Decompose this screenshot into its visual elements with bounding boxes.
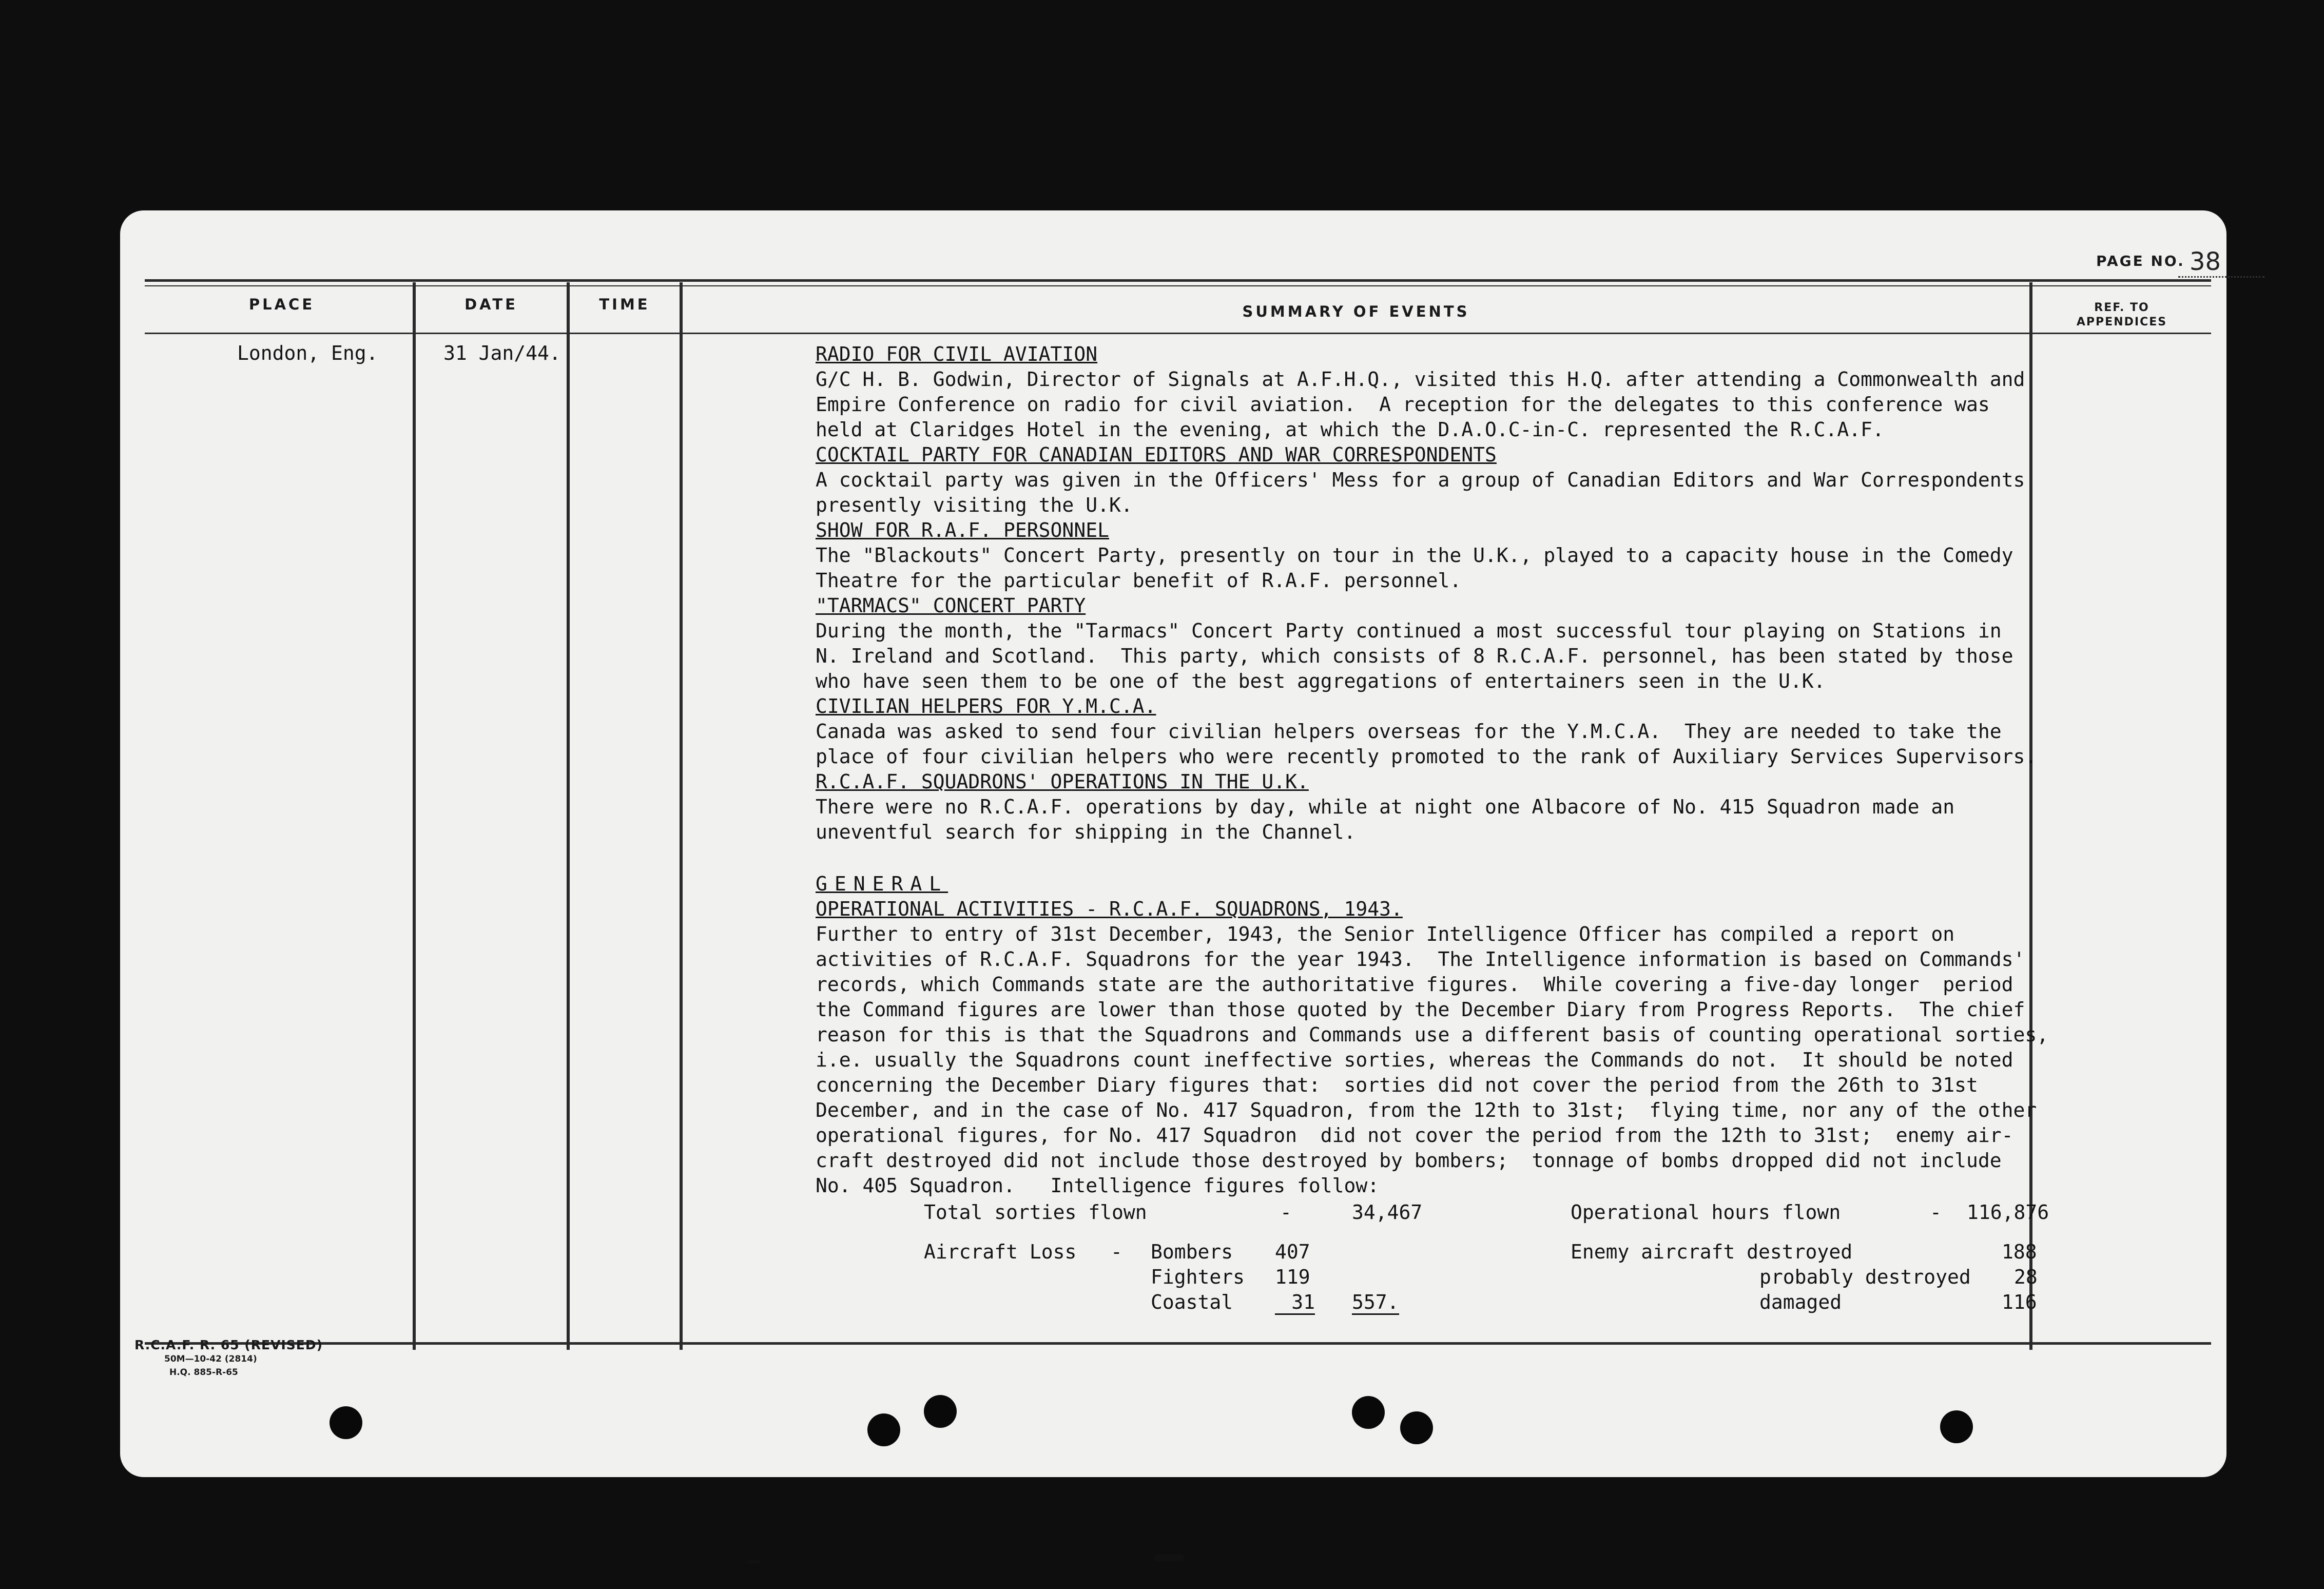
column-rule-ref [2029, 282, 2032, 1350]
summary-line: operational figures, for No. 417 Squadron did not cover the period from the 12th to 31st; enemy air- [816, 1124, 2013, 1147]
summary-line: i.e. usually the Squadrons count ineffective sorties, whereas the Commands do not. It should be noted [816, 1049, 2013, 1071]
probably-destroyed-value: 28 [2014, 1266, 2038, 1288]
summary-line: activities of R.C.A.F. Squadrons for the year 1943. The Intelligence information is based on Commands' [816, 948, 2025, 971]
punch-hole [1352, 1396, 1385, 1429]
form-number: R.C.A.F. R. 65 (REVISED) [134, 1338, 323, 1352]
column-header-time: TIME [599, 296, 650, 313]
summary-line: held at Claridges Hotel in the evening, at which the D.A.O.C-in-C. represented the R.C.A.F. [816, 418, 1884, 441]
summary-line: December, and in the case of No. 417 Squadron, from the 12th to 31st; flying time, nor any of the other [816, 1099, 2037, 1121]
diary-sheet [120, 210, 2226, 1477]
page-number-value: 38 [2178, 247, 2264, 278]
sorties-value: 34,467 [1352, 1201, 1423, 1224]
summary-line: records, which Commands state are the authoritative figures. While covering a five-day longer period [816, 973, 2013, 996]
section-heading-cocktail: COCKTAIL PARTY FOR CANADIAN EDITORS AND WAR CORRESPONDENTS [816, 443, 1497, 466]
column-header-ref-line1: REF. TO [2094, 301, 2149, 314]
column-header-place: PLACE [248, 296, 315, 313]
column-rule-summary [680, 282, 683, 1350]
damaged-value: 116 [2002, 1291, 2037, 1313]
summary-line: presently visiting the U.K. [816, 494, 1133, 516]
column-header-date: DATE [464, 296, 518, 313]
header-bottom-rule [145, 333, 2211, 334]
summary-line: uneventful search for shipping in the Channel. [816, 821, 1356, 843]
summary-line: Empire Conference on radio for civil aviation. A reception for the delegates to this conference was [816, 393, 1990, 416]
summary-line: who have seen them to be one of the best aggregations of entertainers seen in the U.K. [816, 670, 1826, 692]
summary-line: The "Blackouts" Concert Party, presently on tour in the U.K., played to a capacity house in the Comedy [816, 544, 2013, 567]
section-heading-operational-activities: OPERATIONAL ACTIVITIES - R.C.A.F. SQUADRONS, 1943. [816, 898, 1403, 920]
summary-line: craft destroyed did not include those destroyed by bombers; tonnage of bombs dropped did not include [816, 1149, 2002, 1172]
summary-line: No. 405 Squadron. Intelligence figures follow: [816, 1174, 1380, 1197]
punch-hole [330, 1406, 362, 1439]
bombers-label: Bombers [1151, 1241, 1233, 1263]
fighters-label: Fighters [1151, 1266, 1245, 1288]
sorties-label: Total sorties flown [924, 1201, 1147, 1224]
operational-hours-value: 116,876 [1967, 1201, 2049, 1224]
aircraft-loss-label: Aircraft Loss [924, 1241, 1077, 1263]
punch-hole [1400, 1411, 1433, 1444]
probably-destroyed-label: probably destroyed [1759, 1266, 1971, 1288]
section-heading-radio: RADIO FOR CIVIL AVIATION [816, 343, 1098, 365]
film-speck [1155, 1554, 1184, 1561]
coastal-label: Coastal [1151, 1291, 1233, 1313]
fighters-value: 119 [1275, 1266, 1310, 1288]
summary-line: place of four civilian helpers who were recently promoted to the rank of Auxiliary Services Supervisors. [816, 745, 2037, 768]
punch-hole [1940, 1410, 1973, 1443]
entry-date: 31 Jan/44. [443, 342, 561, 364]
column-header-ref-line2: APPENDICES [2076, 316, 2167, 328]
punch-hole [924, 1395, 957, 1428]
bottom-rule [145, 1342, 2211, 1345]
summary-line: concerning the December Diary figures that: sorties did not cover the period from the 26th to 31st [816, 1074, 1978, 1096]
summary-line: N. Ireland and Scotland. This party, which consists of 8 R.C.A.F. personnel, has been stated by those [816, 645, 2013, 667]
top-rule-thin [145, 285, 2211, 286]
column-header-summary: SUMMARY OF EVENTS [1242, 303, 1470, 320]
coastal-value: 31 [1275, 1291, 1315, 1315]
summary-line: G/C H. B. Godwin, Director of Signals at A.F.H.Q., visited this H.Q. after attending a Commonwealth and [816, 368, 2025, 391]
section-heading-operations: R.C.A.F. SQUADRONS' OPERATIONS IN THE U.K. [816, 770, 1309, 793]
summary-line: There were no R.C.A.F. operations by day, while at night one Albacore of No. 415 Squadron made an [816, 796, 1955, 818]
section-heading-show: SHOW FOR R.A.F. PERSONNEL [816, 519, 1109, 541]
section-heading-ymca: CIVILIAN HELPERS FOR Y.M.C.A. [816, 695, 1156, 718]
damaged-label: damaged [1759, 1291, 1842, 1313]
print-code-1: 50M—10-42 (2814) [164, 1354, 257, 1364]
section-heading-general: GENERAL [816, 873, 948, 895]
summary-line: the Command figures are lower than those quoted by the December Diary from Progress Reports. The chief [816, 998, 2025, 1021]
summary-line: During the month, the "Tarmacs" Concert Party continued a most successful tour playing on Stations in [816, 619, 2002, 642]
sorties-dash: - [1280, 1201, 1292, 1224]
operational-hours-label: Operational hours flown [1571, 1201, 1841, 1224]
bombers-value: 407 [1275, 1241, 1310, 1263]
aircraft-loss-total: 557. [1352, 1291, 1399, 1315]
column-header-ref [2032, 301, 2211, 330]
print-code-2: H.Q. 885-R-65 [169, 1367, 238, 1378]
summary-line: A cocktail party was given in the Officers' Mess for a group of Canadian Editors and War Correspondents [816, 469, 2025, 491]
page-number-label: PAGE NO. [2096, 253, 2185, 269]
operational-hours-dash: - [1930, 1201, 1942, 1224]
column-rule-time [567, 282, 570, 1350]
top-rule [145, 279, 2211, 282]
summary-line: Further to entry of 31st December, 1943, the Senior Intelligence Officer has compiled a report on [816, 923, 1955, 945]
aircraft-loss-dash: - [1111, 1241, 1122, 1263]
film-speck [747, 1560, 760, 1563]
enemy-destroyed-label: Enemy aircraft destroyed [1571, 1241, 1853, 1263]
summary-line: reason for this is that the Squadrons and Commands use a different basis of counting operational sorties, [816, 1023, 2049, 1046]
enemy-destroyed-value: 188 [2002, 1241, 2037, 1263]
column-rule-date [413, 282, 416, 1350]
punch-hole [867, 1413, 900, 1446]
summary-line: Theatre for the particular benefit of R.A.F. personnel. [816, 569, 1462, 592]
entry-place: London, Eng. [237, 342, 378, 364]
section-heading-tarmacs: "TARMACS" CONCERT PARTY [816, 594, 1086, 617]
summary-line: Canada was asked to send four civilian helpers overseas for the Y.M.C.A. They are needed to take the [816, 720, 2002, 743]
